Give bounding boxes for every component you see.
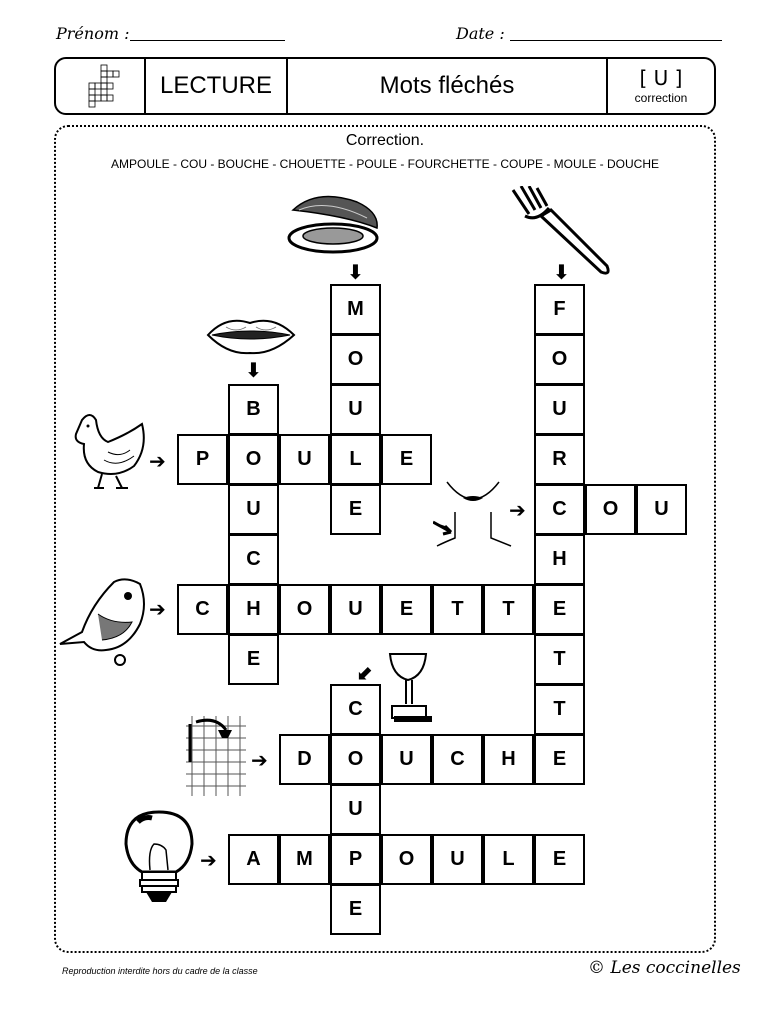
grid-cell[interactable]: T (483, 584, 534, 635)
grid-cell[interactable]: E (228, 634, 279, 685)
grid-cell[interactable]: E (534, 584, 585, 635)
arrow-right-icon: ➔ (251, 748, 268, 772)
grid-cell[interactable]: T (534, 634, 585, 685)
grid-cell[interactable]: O (228, 434, 279, 485)
grid-cell[interactable]: H (228, 584, 279, 635)
prenom-label: Prénom : (56, 24, 130, 43)
word-list: AMPOULE - COU - BOUCHE - CHOUETTE - POULE - FOURCHETTE - COUPE - MOULE - DOUCHE (110, 157, 660, 171)
arrow-right-icon: ➔ (149, 449, 166, 473)
grid-cell[interactable]: O (381, 834, 432, 885)
grid-cell[interactable]: U (330, 784, 381, 835)
grid-cell[interactable]: B (228, 384, 279, 435)
grid-cell[interactable]: A (228, 834, 279, 885)
grid-cell[interactable]: E (381, 584, 432, 635)
grid-cell[interactable]: C (228, 534, 279, 585)
grid-cell[interactable]: L (330, 434, 381, 485)
brand-logo: © Les coccinelles (588, 958, 741, 978)
grid-cell[interactable]: O (534, 334, 585, 385)
grid-cell[interactable]: O (330, 334, 381, 385)
arrow-down-left-icon: ⬋ (357, 660, 374, 684)
arrow-down-icon: ⬇ (245, 358, 262, 382)
grid-cell[interactable]: E (534, 734, 585, 785)
grid-cell[interactable]: E (381, 434, 432, 485)
grid-cell[interactable]: P (177, 434, 228, 485)
grid-cell[interactable]: E (534, 834, 585, 885)
grid-cell[interactable]: T (534, 684, 585, 735)
arrow-right-icon: ➔ (509, 498, 526, 522)
grid-cell[interactable]: R (534, 434, 585, 485)
crossword-logo-icon (56, 59, 146, 113)
light-bulb-icon (122, 810, 196, 906)
subject-label: LECTURE (146, 59, 288, 113)
mussel-icon (287, 188, 383, 258)
fork-icon (507, 186, 615, 278)
title-bar (54, 57, 716, 115)
page-title: Mots fléchés (288, 59, 608, 113)
grid-cell[interactable]: L (483, 834, 534, 885)
arrow-down-icon: ⬇ (553, 260, 570, 284)
sheet-code (608, 59, 714, 113)
date-label: Date : (456, 24, 505, 43)
arrow-right-icon: ➔ (200, 848, 217, 872)
grid-cell[interactable]: F (534, 284, 585, 335)
sheet-code-sub: correction (634, 91, 688, 105)
correction-heading: Correction. (345, 132, 425, 149)
sheet-code-letter: [ U ] (639, 66, 683, 90)
shower-icon (186, 716, 246, 796)
grid-cell[interactable]: H (534, 534, 585, 585)
grid-cell[interactable]: U (228, 484, 279, 535)
grid-cell[interactable]: O (279, 584, 330, 635)
grid-cell[interactable]: C (432, 734, 483, 785)
grid-cell[interactable]: M (330, 284, 381, 335)
grid-cell[interactable]: U (381, 734, 432, 785)
date-line[interactable] (510, 40, 722, 41)
grid-cell[interactable]: U (432, 834, 483, 885)
footer-copyright-notice: Reproduction interdite hors du cadre de la classe (62, 966, 258, 976)
grid-cell[interactable]: H (483, 734, 534, 785)
lips-icon (206, 313, 296, 357)
hen-icon (68, 408, 150, 492)
grid-cell[interactable]: U (279, 434, 330, 485)
grid-cell[interactable]: M (279, 834, 330, 885)
grid-cell[interactable]: C (177, 584, 228, 635)
grid-cell[interactable]: D (279, 734, 330, 785)
arrow-down-icon: ⬇ (347, 260, 364, 284)
grid-cell[interactable]: C (330, 684, 381, 735)
grid-cell[interactable]: U (534, 384, 585, 435)
grid-cell[interactable]: U (636, 484, 687, 535)
grid-cell[interactable]: U (330, 584, 381, 635)
grid-cell[interactable]: U (330, 384, 381, 435)
owl-icon (56, 574, 152, 666)
neck-icon (433, 480, 515, 554)
grid-cell[interactable]: P (330, 834, 381, 885)
grid-cell[interactable]: O (330, 734, 381, 785)
cup-icon (384, 652, 434, 724)
prenom-line[interactable] (130, 40, 285, 41)
grid-cell[interactable]: E (330, 884, 381, 935)
grid-cell[interactable]: C (534, 484, 585, 535)
grid-cell[interactable]: O (585, 484, 636, 535)
arrow-right-icon: ➔ (149, 597, 166, 621)
grid-cell[interactable]: E (330, 484, 381, 535)
grid-cell[interactable]: T (432, 584, 483, 635)
